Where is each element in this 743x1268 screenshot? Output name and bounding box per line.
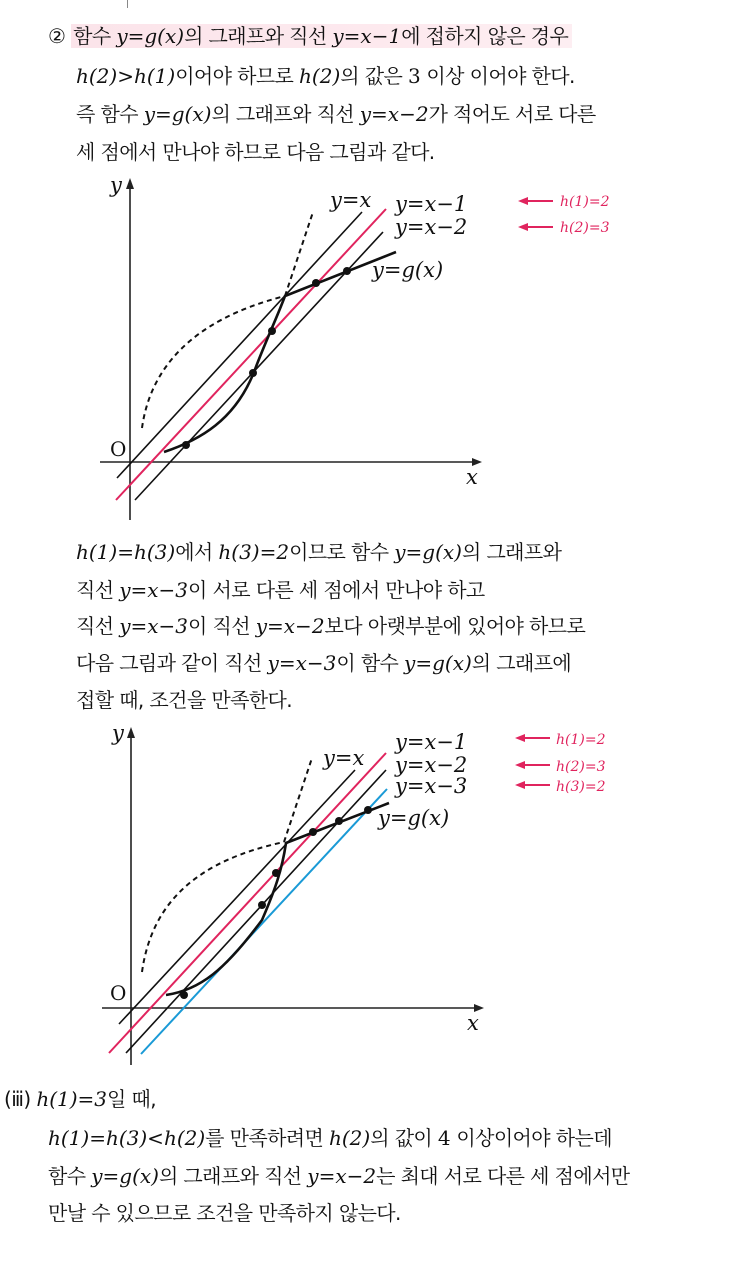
left-arrow-icon bbox=[515, 761, 525, 769]
text: 이 함수 bbox=[336, 651, 405, 675]
paragraph-line bbox=[48, 1124, 612, 1152]
intersection-dot bbox=[272, 869, 280, 877]
x-axis-label: x bbox=[466, 465, 478, 489]
label-y-equals-x-minus-3: y=x−3 bbox=[395, 774, 468, 798]
math-expr: y=x−3 bbox=[267, 651, 337, 675]
section-marker: ② bbox=[48, 24, 66, 48]
annotation-h2: h(2)=3 bbox=[556, 759, 606, 775]
text: 함수 bbox=[73, 24, 117, 48]
text: 이상이어야 하는데 bbox=[450, 1126, 612, 1150]
text: 에 접하지 않은 경우 bbox=[401, 24, 569, 48]
annotation-h3: h(3)=2 bbox=[556, 779, 606, 795]
label-y-equals-x: y=x bbox=[323, 746, 365, 770]
text: 의 그래프와 bbox=[461, 540, 562, 564]
math-expr: y=x−2 bbox=[359, 102, 429, 126]
text: 가 적어도 서로 다른 bbox=[428, 102, 596, 126]
text: 의 그래프와 직선 bbox=[211, 102, 360, 126]
label-y-equals-x-minus-1: y=x−1 bbox=[395, 192, 468, 216]
math-expr: h(2) bbox=[329, 1126, 371, 1150]
text: 접할 때, 조건을 만족한다. bbox=[76, 688, 292, 712]
left-arrow-icon bbox=[515, 781, 525, 789]
math-expr: y=g(x) bbox=[404, 651, 472, 675]
paragraph-line bbox=[48, 1199, 401, 1227]
y-axis-label: y bbox=[112, 721, 124, 745]
text: 의 값은 bbox=[340, 64, 408, 88]
number: 4 bbox=[437, 1126, 451, 1150]
annotation-h1: h(1)=2 bbox=[556, 732, 606, 748]
text: 의 그래프와 직선 bbox=[158, 1164, 308, 1188]
dashed-curve-up bbox=[284, 758, 312, 842]
curve-g-of-x bbox=[166, 803, 389, 995]
origin-label: O bbox=[110, 981, 127, 1005]
text: 의 그래프와 직선 bbox=[184, 24, 333, 48]
text: 세 점에서 만나야 하므로 다음 그림과 같다. bbox=[76, 140, 435, 164]
math-expr: y=g(x) bbox=[394, 540, 462, 564]
line-y-equals-x-minus-3 bbox=[141, 789, 387, 1054]
math-expr: h(2)>h(1) bbox=[76, 64, 176, 88]
line-y-equals-x-minus-2 bbox=[126, 770, 386, 1053]
text: 에서 bbox=[175, 540, 219, 564]
text: 이어야 하므로 bbox=[175, 64, 300, 88]
label-y-equals-g-of-x: y=g(x) bbox=[372, 258, 444, 282]
text: 일 때, bbox=[107, 1087, 156, 1111]
math-expr: y=x−2 bbox=[255, 614, 325, 638]
annotation-h2: h(2)=3 bbox=[560, 220, 610, 236]
label-y-equals-x-minus-1: y=x−1 bbox=[395, 730, 468, 754]
x-axis-label: x bbox=[467, 1011, 479, 1035]
text: 직선 bbox=[76, 614, 120, 638]
text: 다음 그림과 같이 직선 bbox=[76, 651, 268, 675]
section-3-heading bbox=[4, 1085, 156, 1113]
intersection-dot bbox=[335, 817, 343, 825]
text: 이 직선 bbox=[188, 614, 256, 638]
math-expr: h(3)=2 bbox=[218, 540, 290, 564]
math-expr: y=x−1 bbox=[332, 24, 402, 48]
math-expr: h(1)=h(3)<h(2) bbox=[48, 1126, 206, 1150]
intersection-dot bbox=[309, 828, 317, 836]
math-expr: y=x−3 bbox=[119, 578, 189, 602]
text: 이상 이어야 한다. bbox=[420, 64, 575, 88]
math-expr: y=g(x) bbox=[91, 1164, 159, 1188]
text: 보다 아랫부분에 있어야 하므로 bbox=[324, 614, 586, 638]
math-expr: h(2) bbox=[299, 64, 341, 88]
math-expr: y=g(x) bbox=[116, 24, 185, 48]
origin-label: O bbox=[110, 437, 127, 461]
text: 즉 함수 bbox=[76, 102, 144, 126]
math-expr: y=x−2 bbox=[307, 1164, 377, 1188]
text: 는 최대 서로 다른 세 점에서만 bbox=[376, 1164, 630, 1188]
math-expr: y=g(x) bbox=[143, 102, 212, 126]
paragraph-line bbox=[48, 1162, 630, 1190]
y-axis-label: y bbox=[110, 173, 122, 197]
text: 의 그래프에 bbox=[471, 651, 572, 675]
math-expr: h(1)=h(3) bbox=[76, 540, 176, 564]
math-expr: y=x−3 bbox=[119, 614, 189, 638]
intersection-dot bbox=[180, 991, 188, 999]
annotation-h1: h(1)=2 bbox=[560, 194, 610, 210]
intersection-dot bbox=[364, 806, 372, 814]
text: 직선 bbox=[76, 578, 120, 602]
intersection-dot bbox=[258, 901, 266, 909]
text: 이므로 함수 bbox=[289, 540, 395, 564]
line-y-equals-x bbox=[119, 770, 355, 1024]
label-y-equals-x-minus-2: y=x−2 bbox=[395, 753, 468, 777]
section-marker: (ⅲ) bbox=[4, 1087, 31, 1111]
text: 이 서로 다른 세 점에서 만나야 하고 bbox=[188, 578, 485, 602]
text: 함수 bbox=[48, 1164, 92, 1188]
label-y-equals-x: y=x bbox=[330, 188, 372, 212]
left-arrow-icon bbox=[515, 734, 525, 742]
y-axis-arrow-icon bbox=[127, 727, 135, 738]
math-expr: h(1)=3 bbox=[36, 1087, 108, 1111]
text: 를 만족하려면 bbox=[205, 1126, 329, 1150]
number: 3 bbox=[407, 64, 421, 88]
text: 만날 수 있으므로 조건을 만족하지 않는다. bbox=[48, 1201, 401, 1225]
text: 의 값이 bbox=[370, 1126, 438, 1150]
label-y-equals-x-minus-2: y=x−2 bbox=[395, 215, 468, 239]
label-y-equals-g-of-x: y=g(x) bbox=[378, 806, 450, 830]
